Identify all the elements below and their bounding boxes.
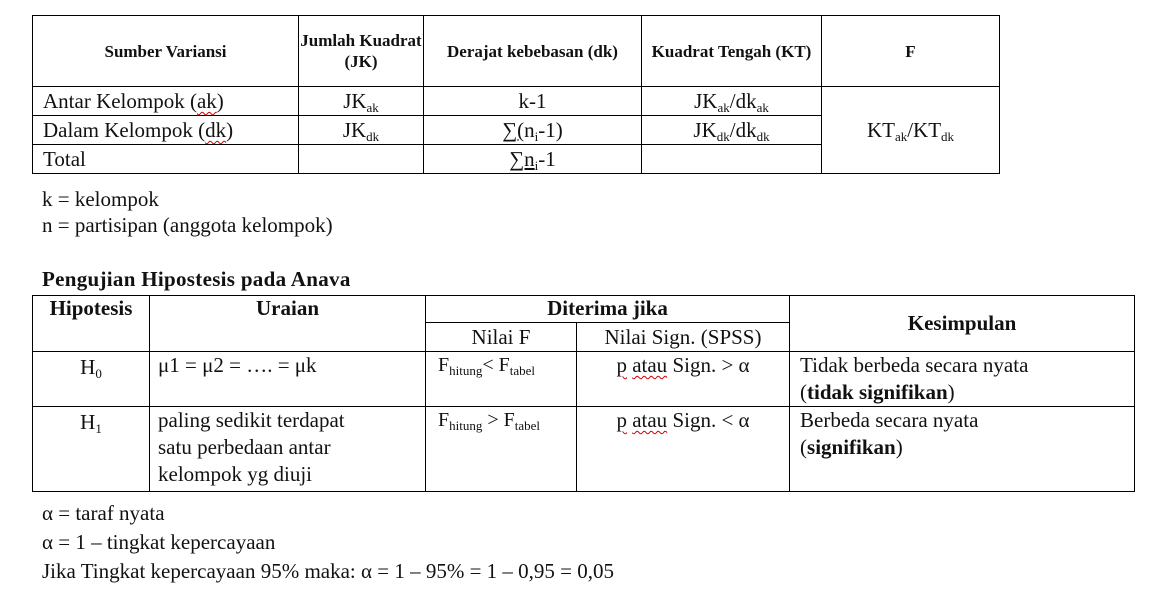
section-title: Pengujian Hipostesis pada Anava (42, 267, 351, 291)
cell-dk: $\sum(n_i-1)$ (424, 116, 642, 145)
kesimpulan-text: Berbeda secara nyata (800, 408, 979, 432)
header-diterima-jika: Diterima jika (426, 296, 790, 323)
anova-table (32, 15, 1000, 174)
note-line: k = kelompok (42, 187, 159, 211)
header-f: F (822, 16, 1000, 87)
cell-jk: $JK_{dk}$ (299, 116, 424, 145)
kesimpulan-label: (signifikan) (800, 435, 903, 459)
kesimpulan-label: (tidak signifikan) (800, 380, 955, 404)
note-line: α = 1 – tingkat kepercayaan (42, 530, 276, 554)
cell-jk (299, 145, 424, 174)
cell-nilai-f: $F_{hitung} > F_{tabel}$ (426, 407, 577, 492)
anova-header-row (33, 16, 1000, 87)
header-kesimpulan: Kesimpulan (790, 296, 1135, 352)
cell-dk: k-1 (424, 87, 642, 116)
kesimpulan-text: Tidak berbeda secara nyata (800, 353, 1029, 377)
cell-uraian: paling sedikit terdapat satu perbedaan antar kelompok yg diuji (150, 407, 426, 492)
note-line: n = partisipan (anggota kelompok) (42, 213, 333, 237)
note-line: Jika Tingkat kepercayaan 95% maka: α = 1 – 95% = 1 – 0,95 = 0,05 (42, 559, 615, 583)
hypothesis-table (32, 295, 1135, 492)
cell-hipotesis: $H_0$ (33, 352, 150, 407)
header-uraian: Uraian (150, 296, 426, 352)
cell-dk: $\sum n_i-1$ (424, 145, 642, 174)
header-jumlah-kuadrat: Jumlah Kuadrat (JK) (299, 16, 424, 87)
cell-kt: $JK_{ak}/dk_{ak}$ (642, 87, 822, 116)
cell-kt: $JK_{dk}/dk_{dk}$ (642, 116, 822, 145)
notes-definitions (42, 186, 333, 238)
hypothesis-header-row (33, 296, 1135, 323)
cell-sumber: Dalam Kelompok (dk) (33, 116, 299, 145)
header-nilai-sign: Nilai Sign. (SPSS) (577, 323, 790, 352)
table-row (33, 87, 1000, 116)
cell-jk: $JK_{ak}$ (299, 87, 424, 116)
cell-uraian: μ1 = μ2 = …. = μk (150, 352, 426, 407)
cell-sumber: Total (33, 145, 299, 174)
cell-kesimpulan (790, 352, 1135, 407)
cell-nilai-sign: p atau Sign. < α (577, 407, 790, 492)
note-line: α = taraf nyata (42, 501, 165, 525)
cell-f-value: $KT_{ak}/KT_{dk}$ (822, 87, 1000, 174)
header-derajat-kebebasan: Derajat kebebasan (dk) (424, 16, 642, 87)
cell-hipotesis: $H_1$ (33, 407, 150, 492)
header-nilai-f: Nilai F (426, 323, 577, 352)
table-row (33, 352, 1135, 407)
header-kuadrat-tengah: Kuadrat Tengah (KT) (642, 16, 822, 87)
header-sumber-variansi: Sumber Variansi (33, 16, 299, 87)
cell-nilai-f: $F_{hitung}< F_{tabel}$ (426, 352, 577, 407)
cell-kt (642, 145, 822, 174)
table-row (33, 407, 1135, 492)
cell-kesimpulan (790, 407, 1135, 492)
cell-nilai-sign: p atau Sign. > α (577, 352, 790, 407)
header-hipotesis: Hipotesis (33, 296, 150, 352)
cell-sumber: Antar Kelompok (ak) (33, 87, 299, 116)
notes-alpha (42, 499, 614, 586)
